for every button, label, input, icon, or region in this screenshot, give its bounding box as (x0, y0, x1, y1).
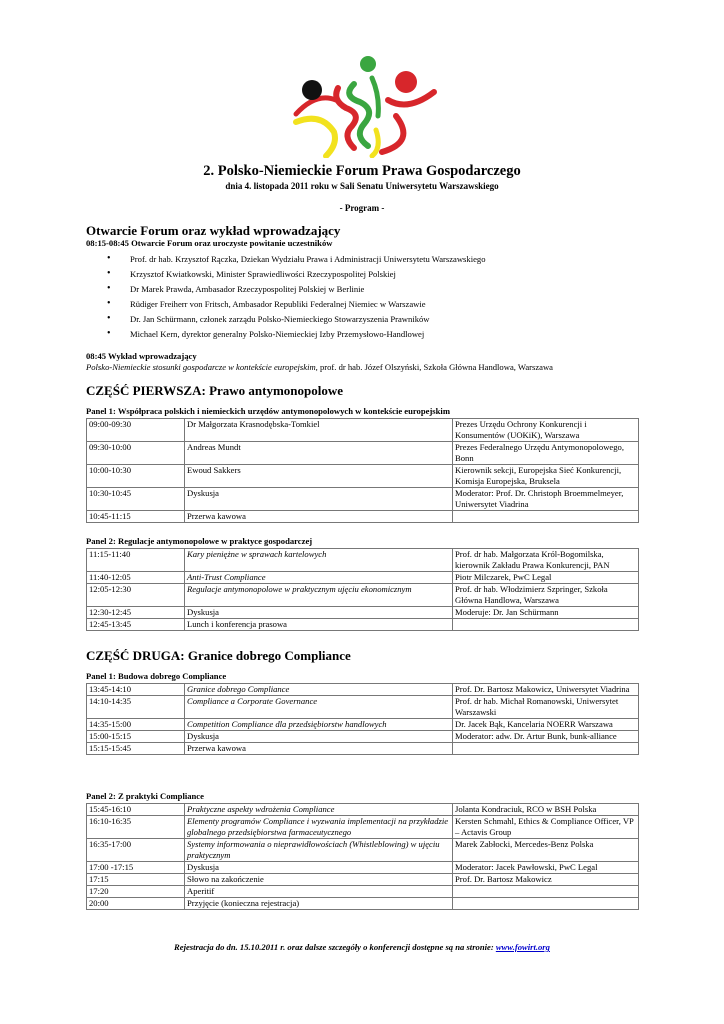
list-item: • Dr Marek Prawda, Ambasador Rzeczypospolitej Polskiej w Berlinie (86, 283, 486, 298)
topic-cell: Przerwa kawowa (185, 743, 453, 755)
time-cell: 09:30-10:00 (87, 442, 185, 465)
forum-title: 2. Polsko-Niemieckie Forum Prawa Gospodarczego (203, 163, 521, 179)
time-cell: 14:35-15:00 (87, 719, 185, 731)
list-item: • Michael Kern, dyrektor generalny Polsko-Niemieckiej Izby Przemysłowo-Handlowej (86, 328, 486, 343)
table-row (87, 696, 639, 719)
table-row (87, 607, 639, 619)
table-row (87, 743, 639, 755)
time-cell: 12:30-12:45 (87, 607, 185, 619)
list-item: • Krzysztof Kwiatkowski, Minister Sprawiedliwości Rzeczypospolitej Polskiej (86, 268, 486, 283)
table-row (87, 862, 639, 874)
topic-cell: Ewoud Sakkers (185, 465, 453, 488)
time-cell: 17:20 (87, 886, 185, 898)
person-cell: Moderator: adw. Dr. Artur Bunk, bunk-alliance (453, 731, 639, 743)
topic-cell: Kary pieniężne w sprawach kartelowych (185, 549, 453, 572)
website-link[interactable]: www.fowirt.org (495, 942, 550, 952)
person-cell (453, 619, 639, 631)
person-cell: Prof. dr hab. Michał Romanowski, Uniwersytet Warszawski (453, 696, 639, 719)
table-row (87, 719, 639, 731)
part1-panel1-table (86, 418, 639, 523)
time-cell: 15:15-15:45 (87, 743, 185, 755)
topic-cell: Elementy programów Compliance i wyzwania implementacji na przykładzie globalnego przedsiębiorstwa farmaceutycznego (185, 816, 453, 839)
list-item: • Dr. Jan Schürmann, członek zarządu Polsko-Niemieckiego Stowarzyszenia Prawników (86, 313, 486, 328)
list-item: • Prof. dr hab. Krzysztof Rączka, Dziekan Wydziału Prawa i Administracji Uniwersytetu Warszawskiego (86, 253, 486, 268)
person-cell: Jolanta Kondraciuk, RCO w BSH Polska (453, 804, 639, 816)
person-cell: Prezes Federalnego Urzędu Antymonopolowego, Bonn (453, 442, 639, 465)
forum-logo (276, 52, 446, 158)
part2-heading: CZĘŚĆ DRUGA: Granice dobrego Compliance (86, 648, 351, 663)
topic-cell: Przyjęcie (konieczna rejestracja) (185, 898, 453, 910)
time-cell: 10:45-11:15 (87, 511, 185, 523)
time-cell: 17:15 (87, 874, 185, 886)
time-cell: 12:45-13:45 (87, 619, 185, 631)
part2-panel2-table (86, 803, 639, 910)
time-cell: 16:10-16:35 (87, 816, 185, 839)
topic-cell: Andreas Mundt (185, 442, 453, 465)
table-row (87, 874, 639, 886)
topic-cell: Systemy informowania o nieprawidłowościach (Whistleblowing) w ujęciu praktycznym (185, 839, 453, 862)
table-row (87, 511, 639, 523)
table-row (87, 584, 639, 607)
time-cell: 13:45-14:10 (87, 684, 185, 696)
table-row (87, 898, 639, 910)
time-cell: 12:05-12:30 (87, 584, 185, 607)
welcome-speakers-list (86, 253, 486, 343)
person-cell: Moderator: Jacek Pawłowski, PwC Legal (453, 862, 639, 874)
topic-cell: Dyskusja (185, 607, 453, 619)
time-cell: 20:00 (87, 898, 185, 910)
topic-cell: Anti-Trust Compliance (185, 572, 453, 584)
time-cell: 17:00 -17:15 (87, 862, 185, 874)
table-row (87, 886, 639, 898)
time-cell: 10:00-10:30 (87, 465, 185, 488)
time-cell: 16:35-17:00 (87, 839, 185, 862)
list-item: • Rüdiger Freiherr von Fritsch, Ambasador Republiki Federalnej Niemiec w Warszawie (86, 298, 486, 313)
topic-cell: Dyskusja (185, 488, 453, 511)
person-cell: Kersten Schmahl, Ethics & Compliance Officer, VP – Actavis Group (453, 816, 639, 839)
table-row (87, 804, 639, 816)
time-cell: 14:10-14:35 (87, 696, 185, 719)
topic-cell: Lunch i konferencja prasowa (185, 619, 453, 631)
topic-cell: Aperitif (185, 886, 453, 898)
table-row (87, 731, 639, 743)
part1-panel2-table (86, 548, 639, 631)
topic-cell: Dyskusja (185, 731, 453, 743)
person-cell (453, 743, 639, 755)
person-cell: Kierownik sekcji, Europejska Sieć Konkurencji, Komisja Europejska, Bruksela (453, 465, 639, 488)
lecture-line (86, 362, 553, 373)
topic-cell: Granice dobrego Compliance (185, 684, 453, 696)
person-cell (453, 898, 639, 910)
forum-date-venue: dnia 4. listopada 2011 roku w Sali Senatu Uniwersytetu Warszawskiego (225, 181, 499, 191)
time-cell: 15:45-16:10 (87, 804, 185, 816)
part1-panel1-title: Panel 1: Współpraca polskich i niemieckich urzędów antymonopolowych w kontekście europejskim (86, 406, 450, 416)
topic-cell: Competition Compliance dla przedsiębiorstw handlowych (185, 719, 453, 731)
time-cell: 10:30-10:45 (87, 488, 185, 511)
person-cell: Prof. Dr. Bartosz Makowicz, Uniwersytet Viadrina (453, 684, 639, 696)
person-cell (453, 511, 639, 523)
topic-cell: Przerwa kawowa (185, 511, 453, 523)
person-cell: Moderuje: Dr. Jan Schürmann (453, 607, 639, 619)
person-cell: Moderator: Prof. Dr. Christoph Broemmelmeyer, Uniwersytet Viadrina (453, 488, 639, 511)
person-cell: Dr. Jacek Bąk, Kancelaria NOERR Warszawa (453, 719, 639, 731)
lecture-time: 08:45 Wykład wprowadzający (86, 351, 197, 361)
person-cell: Prezes Urzędu Ochrony Konkurencji i Konsumentów (UOKiK), Warszawa (453, 419, 639, 442)
part2-panel1-title: Panel 1: Budowa dobrego Compliance (86, 671, 227, 681)
part1-heading: CZĘŚĆ PIERWSZA: Prawo antymonopolowe (86, 383, 344, 398)
table-row (87, 839, 639, 862)
time-cell: 15:00-15:15 (87, 731, 185, 743)
topic-cell: Dyskusja (185, 862, 453, 874)
table-row (87, 619, 639, 631)
table-row (87, 465, 639, 488)
time-cell: 11:15-11:40 (87, 549, 185, 572)
person-cell (453, 886, 639, 898)
table-row (87, 488, 639, 511)
part2-panel1-table (86, 683, 639, 755)
topic-cell: Dr Małgorzata Krasnodębska-Tomkiel (185, 419, 453, 442)
time-cell: 11:40-12:05 (87, 572, 185, 584)
person-cell: Prof. Dr. Bartosz Makowicz (453, 874, 639, 886)
person-cell: Prof. dr hab. Małgorzata Król-Bogomilska, kierownik Zakładu Prawa Konkurencji, PAN (453, 549, 639, 572)
footer-text: Rejestracja do dn. 15.10.2011 r. oraz dalsze szczegóły o konferencji dostępne są na stronie: (174, 942, 496, 952)
person-cell: Marek Zabłocki, Mercedes-Benz Polska (453, 839, 639, 862)
person-cell: Prof. dr hab. Włodzimierz Szpringer, Szkoła Główna Handlowa, Warszawa (453, 584, 639, 607)
lecture-speaker: prof. dr hab. Józef Olszyński, Szkoła Główna Handlowa, Warszawa (317, 362, 553, 372)
lecture-title: Polsko-Niemieckie stosunki gospodarcze w kontekście europejskim, (86, 362, 318, 372)
table-row (87, 816, 639, 839)
table-row (87, 572, 639, 584)
program-label: - Program - (339, 203, 385, 213)
topic-cell: Compliance a Corporate Governance (185, 696, 453, 719)
person-cell: Piotr Milczarek, PwC Legal (453, 572, 639, 584)
table-row (87, 419, 639, 442)
topic-cell: Regulacje antymonopolowe w praktycznym ujęciu ekonomicznym (185, 584, 453, 607)
time-cell: 09:00-09:30 (87, 419, 185, 442)
table-row (87, 684, 639, 696)
registration-footer (0, 942, 724, 952)
table-row (87, 549, 639, 572)
topic-cell: Praktyczne aspekty wdrożenia Compliance (185, 804, 453, 816)
part1-panel2-title: Panel 2: Regulacje antymonopolowe w praktyce gospodarczej (86, 536, 313, 546)
table-row (87, 442, 639, 465)
opening-session-time: 08:15-08:45 Otwarcie Forum oraz uroczyste powitanie uczestników (86, 238, 333, 248)
opening-heading: Otwarcie Forum oraz wykład wprowadzający (86, 223, 341, 238)
topic-cell: Słowo na zakończenie (185, 874, 453, 886)
part2-panel2-title: Panel 2: Z praktyki Compliance (86, 791, 204, 801)
